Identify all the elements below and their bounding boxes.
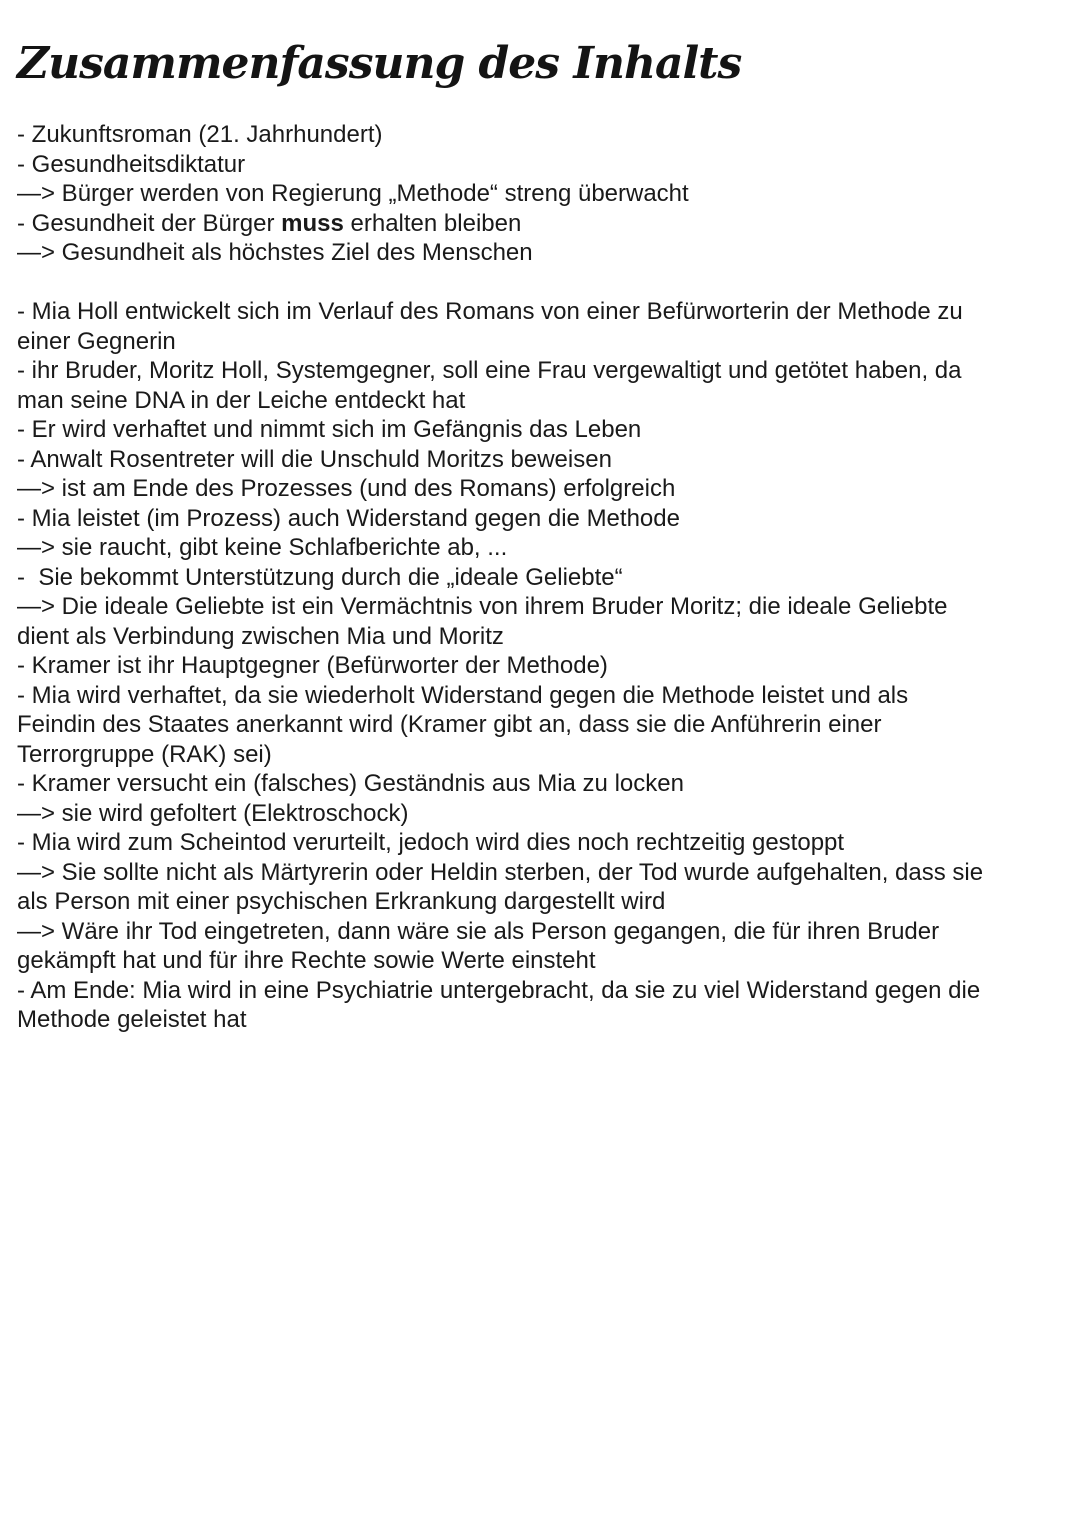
note-line bbox=[17, 976, 1070, 1006]
note-line bbox=[17, 681, 1070, 711]
note-line bbox=[17, 917, 1070, 947]
text-segment: - Er wird verhaftet und nimmt sich im Gefängnis das Leben bbox=[17, 416, 642, 443]
note-bullet bbox=[17, 445, 1070, 475]
text-segment: man seine DNA in der Leiche entdeckt hat bbox=[17, 386, 466, 414]
text-segment: - Am Ende: Mia wird in eine Psychiatrie untergebracht, da sie zu viel Widerstand gegen die bbox=[17, 976, 981, 1004]
note-bullet bbox=[17, 769, 1070, 799]
note-bullet bbox=[17, 238, 1070, 268]
note-line bbox=[17, 120, 1070, 150]
note-bullet bbox=[17, 976, 1070, 1035]
bold-text: muss bbox=[281, 209, 344, 237]
note-line bbox=[17, 1005, 1070, 1035]
text-segment: - Kramer ist ihr Hauptgegner (Befürworter der Methode) bbox=[17, 652, 608, 679]
note-line bbox=[17, 238, 1070, 268]
text-segment: - Anwalt Rosentreter will die Unschuld Moritzs beweisen bbox=[17, 445, 612, 473]
note-line bbox=[17, 769, 1070, 799]
page-title: Zusammenfassung des Inhalts bbox=[17, 38, 742, 89]
text-segment: - Mia leistet (im Prozess) auch Widerstand gegen die Methode bbox=[17, 504, 680, 532]
note-bullet bbox=[17, 681, 1070, 770]
text-segment: —> ist am Ende des Prozesses (und des Romans) erfolgreich bbox=[17, 475, 676, 502]
note-bullet bbox=[17, 356, 1070, 415]
text-segment: Methode geleistet hat bbox=[17, 1006, 247, 1033]
text-segment: gekämpft hat und für ihre Rechte sowie Werte einsteht bbox=[17, 947, 596, 974]
note-bullet bbox=[17, 150, 1070, 180]
text-segment: - Mia Holl entwickelt sich im Verlauf des Romans von einer Befürworterin der Methode zu bbox=[17, 298, 963, 325]
note-bullet bbox=[17, 592, 1070, 651]
text-segment: —> sie wird gefoltert (Elektroschock) bbox=[17, 799, 409, 827]
note-line bbox=[17, 946, 1070, 976]
note-line bbox=[17, 563, 1070, 593]
note-line bbox=[17, 533, 1070, 563]
note-bullet bbox=[17, 474, 1070, 504]
note-line bbox=[17, 474, 1070, 504]
note-bullet bbox=[17, 651, 1070, 681]
notes-body bbox=[17, 120, 1070, 1035]
text-segment: —> Wäre ihr Tod eingetreten, dann wäre sie als Person gegangen, die für ihren Bruder bbox=[17, 917, 940, 945]
note-line bbox=[17, 887, 1070, 917]
note-bullet bbox=[17, 297, 1070, 356]
note-line bbox=[17, 415, 1070, 445]
text-segment: Terrorgruppe (RAK) sei) bbox=[17, 740, 272, 768]
note-bullet bbox=[17, 415, 1070, 445]
text-segment: dient als Verbindung zwischen Mia und Moritz bbox=[17, 622, 504, 650]
text-segment: - Mia wird verhaftet, da sie wiederholt Widerstand gegen die Methode leistet und als bbox=[17, 681, 909, 709]
note-bullet bbox=[17, 563, 1070, 593]
text-segment: erhalten bleiben bbox=[343, 209, 522, 237]
note-line bbox=[17, 445, 1070, 475]
note-bullet bbox=[17, 858, 1070, 917]
text-segment: - Gesundheit der Bürger bbox=[17, 209, 282, 237]
text-segment: - Gesundheitsdiktatur bbox=[17, 150, 246, 178]
note-line bbox=[17, 150, 1070, 180]
note-bullet bbox=[17, 209, 1070, 239]
note-line bbox=[17, 710, 1070, 740]
note-line bbox=[17, 504, 1070, 534]
note-line bbox=[17, 858, 1070, 888]
note-line bbox=[17, 327, 1070, 357]
note-bullet bbox=[17, 120, 1070, 150]
note-line bbox=[17, 828, 1070, 858]
text-segment: - ihr Bruder, Moritz Holl, Systemgegner, soll eine Frau vergewaltigt und getötet haben, da bbox=[17, 357, 962, 384]
note-bullet bbox=[17, 533, 1070, 563]
note-bullet bbox=[17, 917, 1070, 976]
text-segment: einer Gegnerin bbox=[17, 327, 176, 355]
note-bullet bbox=[17, 504, 1070, 534]
note-line bbox=[17, 179, 1070, 209]
note-line bbox=[17, 209, 1070, 239]
note-line bbox=[17, 622, 1070, 652]
text-segment: - Kramer versucht ein (falsches) Geständnis aus Mia zu locken bbox=[17, 770, 684, 797]
note-line bbox=[17, 592, 1070, 622]
text-segment: —> sie raucht, gibt keine Schlafberichte ab, ... bbox=[17, 534, 508, 561]
notes-block bbox=[17, 120, 1070, 268]
note-line bbox=[17, 386, 1070, 416]
text-segment: Feindin des Staates anerkannt wird (Kramer gibt an, dass sie die Anführerin einer bbox=[17, 711, 882, 738]
text-segment: —> Gesundheit als höchstes Ziel des Menschen bbox=[17, 239, 533, 266]
text-segment: - Mia wird zum Scheintod verurteilt, jedoch wird dies noch rechtzeitig gestoppt bbox=[17, 829, 845, 856]
text-segment: - Sie bekommt Unterstützung durch die „ideale Geliebte“ bbox=[17, 563, 623, 591]
text-segment: - Zukunftsroman (21. Jahrhundert) bbox=[17, 121, 383, 148]
note-line bbox=[17, 740, 1070, 770]
note-line bbox=[17, 799, 1070, 829]
notes-block bbox=[17, 297, 1070, 1035]
text-segment: —> Bürger werden von Regierung „Methode“ streng überwacht bbox=[17, 180, 689, 207]
note-line bbox=[17, 356, 1070, 386]
note-line bbox=[17, 651, 1070, 681]
text-segment: als Person mit einer psychischen Erkrankung dargestellt wird bbox=[17, 888, 666, 915]
note-bullet bbox=[17, 799, 1070, 829]
note-line bbox=[17, 297, 1070, 327]
text-segment: —> Sie sollte nicht als Märtyrerin oder Heldin sterben, der Tod wurde aufgehalten, dass sie bbox=[17, 858, 984, 886]
note-bullet bbox=[17, 179, 1070, 209]
text-segment: —> Die ideale Geliebte ist ein Vermächtnis von ihrem Bruder Moritz; die ideale Geliebte bbox=[17, 593, 948, 620]
note-bullet bbox=[17, 828, 1070, 858]
